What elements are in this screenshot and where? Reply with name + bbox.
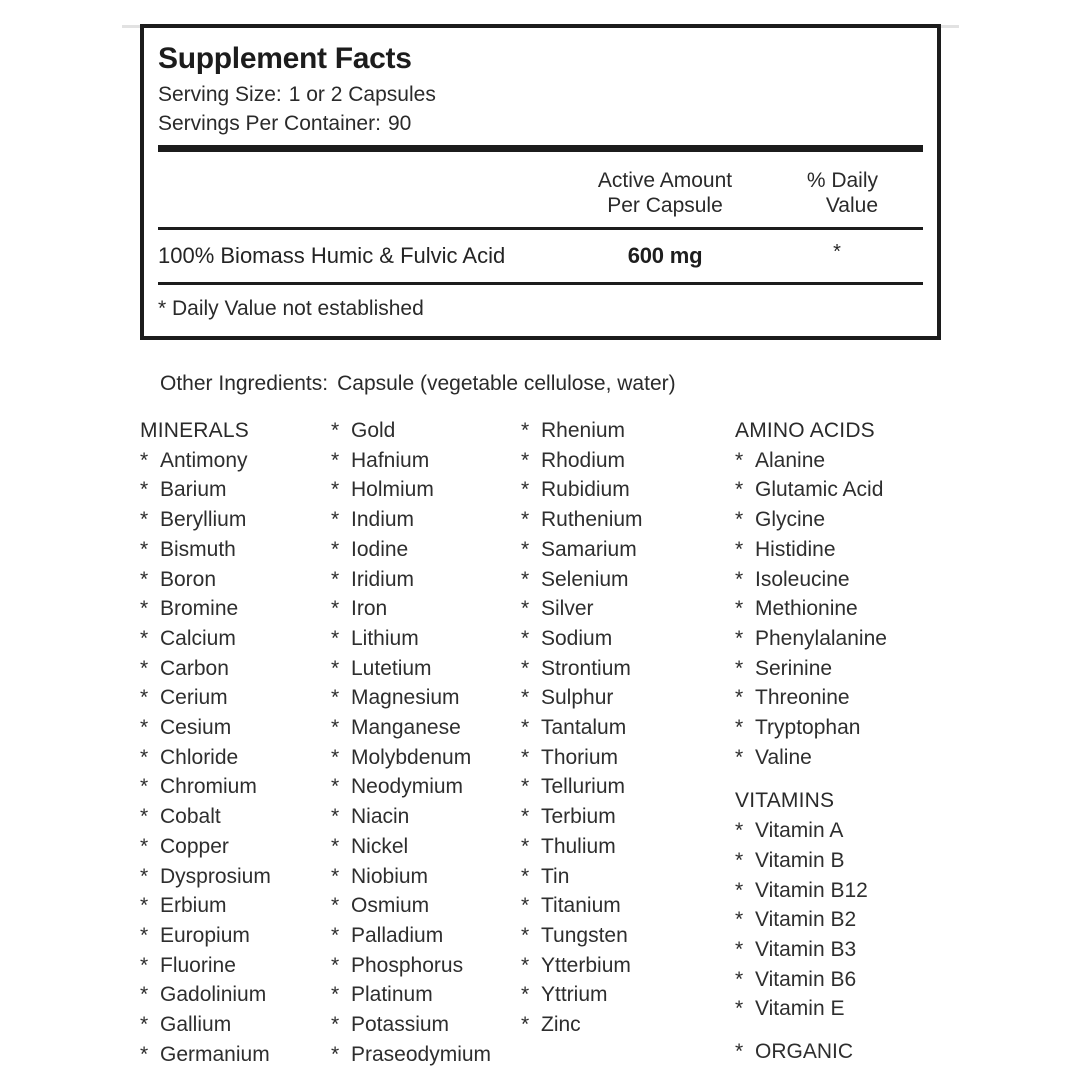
servings-per-container-line bbox=[158, 112, 411, 136]
asterisk-marker: * bbox=[521, 805, 530, 829]
ingredient-name: Barium bbox=[160, 478, 227, 502]
minerals-column bbox=[140, 416, 330, 1069]
ingredient-name: Sulphur bbox=[541, 686, 614, 710]
ingredient-name: Holmium bbox=[351, 478, 434, 502]
ingredient-name: Manganese bbox=[351, 716, 461, 740]
asterisk-marker: * bbox=[331, 953, 340, 977]
ingredient-name: Cobalt bbox=[160, 805, 221, 829]
ingredient-name: Ytterbium bbox=[541, 953, 631, 977]
list-item bbox=[331, 683, 521, 713]
list-item bbox=[140, 802, 330, 832]
ingredient-name: Niacin bbox=[351, 805, 410, 829]
list-item bbox=[331, 565, 521, 595]
asterisk-marker: * bbox=[735, 745, 744, 769]
header-divider bbox=[158, 227, 923, 230]
list-item bbox=[735, 876, 970, 906]
list-item bbox=[331, 921, 521, 951]
asterisk-marker: * bbox=[521, 775, 530, 799]
ingredient-name: Methionine bbox=[755, 597, 858, 621]
ingredient-name: Selenium bbox=[541, 567, 629, 591]
serving-size-value: 1 or 2 Capsules bbox=[288, 83, 436, 106]
list-item bbox=[521, 505, 733, 535]
serving-size-label: Serving Size: bbox=[158, 83, 282, 106]
asterisk-marker: * bbox=[735, 686, 744, 710]
ingredient-name: Lithium bbox=[351, 626, 419, 650]
asterisk-marker: * bbox=[521, 716, 530, 740]
asterisk-marker: * bbox=[140, 864, 149, 888]
ingredient-name: Neodymium bbox=[351, 775, 464, 799]
list-item bbox=[331, 743, 521, 773]
ingredient-name: Copper bbox=[160, 834, 229, 858]
asterisk-marker: * bbox=[735, 967, 744, 991]
asterisk-marker: * bbox=[140, 923, 149, 947]
list-item bbox=[331, 624, 521, 654]
ingredient-name: Valine bbox=[755, 745, 812, 769]
asterisk-marker: * bbox=[735, 1040, 744, 1064]
asterisk-marker: * bbox=[140, 894, 149, 918]
asterisk-marker: * bbox=[331, 448, 340, 472]
list-item bbox=[521, 980, 733, 1010]
list-item bbox=[521, 862, 733, 892]
asterisk-marker: * bbox=[521, 448, 530, 472]
ingredient-name: Histidine bbox=[755, 537, 836, 561]
organic-label: ORGANIC bbox=[755, 1040, 854, 1064]
list-item bbox=[331, 505, 521, 535]
ingredient-name: Iodine bbox=[351, 537, 409, 561]
list-item bbox=[521, 921, 733, 951]
asterisk-marker: * bbox=[735, 937, 744, 961]
asterisk-marker: * bbox=[521, 419, 530, 442]
asterisk-marker: * bbox=[140, 953, 149, 977]
asterisk-marker: * bbox=[140, 1042, 149, 1066]
asterisk-marker: * bbox=[140, 626, 149, 650]
asterisk-marker: * bbox=[521, 894, 530, 918]
list-item bbox=[331, 416, 521, 446]
asterisk-marker: * bbox=[735, 626, 744, 650]
list-item bbox=[140, 654, 330, 684]
list-item bbox=[140, 446, 330, 476]
list-item bbox=[140, 980, 330, 1010]
asterisk-marker: * bbox=[521, 864, 530, 888]
thick-divider bbox=[158, 145, 923, 152]
list-item bbox=[331, 862, 521, 892]
list-item bbox=[140, 535, 330, 565]
asterisk-marker: * bbox=[140, 448, 149, 472]
asterisk-marker: * bbox=[521, 508, 530, 532]
asterisk-marker: * bbox=[140, 567, 149, 591]
ingredient-name: Tryptophan bbox=[755, 716, 861, 740]
list-item bbox=[735, 743, 970, 773]
list-item bbox=[140, 713, 330, 743]
asterisk-marker: * bbox=[140, 834, 149, 858]
other-ingredients-label: Other Ingredients: bbox=[160, 372, 329, 395]
asterisk-marker: * bbox=[331, 983, 340, 1007]
minerals-list-3 bbox=[521, 416, 733, 1040]
dv-header-line2: Value bbox=[825, 194, 878, 217]
asterisk-marker: * bbox=[331, 775, 340, 799]
list-item bbox=[331, 951, 521, 981]
ingredient-name: Rhodium bbox=[541, 448, 626, 472]
ingredient-name: Bromine bbox=[160, 597, 239, 621]
list-item bbox=[331, 832, 521, 862]
ingredient-name: Phosphorus bbox=[351, 953, 464, 977]
asterisk-marker: * bbox=[331, 508, 340, 532]
ingredient-name: Chloride bbox=[160, 745, 239, 769]
ingredient-name: Vitamin B6 bbox=[755, 967, 857, 991]
row-divider bbox=[158, 282, 923, 285]
amino-acids-list bbox=[735, 446, 970, 773]
list-item bbox=[521, 475, 733, 505]
asterisk-marker: * bbox=[140, 508, 149, 532]
ingredient-name: Vitamin A bbox=[755, 819, 844, 843]
ingredient-name: Dysprosium bbox=[160, 864, 271, 888]
asterisk-marker: * bbox=[521, 983, 530, 1007]
label-edge-left bbox=[122, 25, 140, 28]
asterisk-marker: * bbox=[331, 1042, 340, 1066]
list-item bbox=[735, 475, 970, 505]
list-item bbox=[331, 1040, 521, 1070]
asterisk-marker: * bbox=[331, 894, 340, 918]
asterisk-marker: * bbox=[140, 478, 149, 502]
asterisk-marker: * bbox=[331, 626, 340, 650]
ingredient-name: Tellurium bbox=[541, 775, 626, 799]
list-item bbox=[140, 743, 330, 773]
asterisk-marker: * bbox=[331, 864, 340, 888]
ingredient-name: Molybdenum bbox=[351, 745, 472, 769]
ingredient-name: Serinine bbox=[755, 656, 833, 680]
ingredient-name: Titanium bbox=[541, 894, 621, 918]
ingredient-name: Cerium bbox=[160, 686, 228, 710]
list-item bbox=[521, 743, 733, 773]
list-item bbox=[140, 1010, 330, 1040]
asterisk-marker: * bbox=[331, 478, 340, 502]
ingredient-name: Vitamin B2 bbox=[755, 908, 857, 932]
asterisk-marker: * bbox=[140, 745, 149, 769]
ingredient-row-amount: 600 mg bbox=[627, 243, 703, 268]
list-item bbox=[140, 921, 330, 951]
asterisk-marker: * bbox=[521, 656, 530, 680]
ingredient-name: Hafnium bbox=[351, 448, 430, 472]
ingredient-name: Rubidium bbox=[541, 478, 630, 502]
list-item bbox=[331, 535, 521, 565]
ingredient-name: Praseodymium bbox=[351, 1042, 492, 1066]
ingredient-name: Vitamin B3 bbox=[755, 937, 857, 961]
ingredient-name: Gadolinium bbox=[160, 983, 267, 1007]
list-item bbox=[735, 505, 970, 535]
ingredient-name: Glycine bbox=[755, 508, 826, 532]
list-item bbox=[331, 1010, 521, 1040]
panel-title: Supplement Facts bbox=[158, 42, 412, 75]
list-item bbox=[735, 965, 970, 995]
asterisk-marker: * bbox=[521, 745, 530, 769]
asterisk-marker: * bbox=[521, 953, 530, 977]
asterisk-marker: * bbox=[331, 656, 340, 680]
servings-per-container-value: 90 bbox=[387, 112, 412, 135]
ingredient-name: Platinum bbox=[351, 983, 433, 1007]
list-item bbox=[140, 683, 330, 713]
asterisk-marker: * bbox=[521, 686, 530, 710]
asterisk-marker: * bbox=[735, 716, 744, 740]
asterisk-marker: * bbox=[140, 775, 149, 799]
list-item bbox=[735, 713, 970, 743]
asterisk-marker: * bbox=[140, 805, 149, 829]
minerals-list-1 bbox=[140, 446, 330, 1070]
ingredient-name: Fluorine bbox=[160, 953, 236, 977]
list-item bbox=[521, 1010, 733, 1040]
ingredient-name: Indium bbox=[351, 508, 415, 532]
list-item bbox=[735, 994, 970, 1024]
asterisk-marker: * bbox=[521, 567, 530, 591]
list-item bbox=[521, 772, 733, 802]
asterisk-marker: * bbox=[735, 597, 744, 621]
serving-size-line bbox=[158, 83, 436, 107]
asterisk-marker: * bbox=[331, 923, 340, 947]
asterisk-marker: * bbox=[735, 537, 744, 561]
asterisk-marker: * bbox=[735, 908, 744, 932]
list-item bbox=[331, 594, 521, 624]
ingredient-name: Tungsten bbox=[541, 923, 628, 947]
list-item bbox=[521, 713, 733, 743]
amino-vitamins-column bbox=[735, 416, 970, 1067]
ingredient-name: Alanine bbox=[755, 448, 826, 472]
amino-acids-header: AMINO ACIDS bbox=[735, 419, 875, 442]
ingredient-name: Rhenium bbox=[541, 419, 626, 442]
minerals-column-3 bbox=[521, 416, 733, 1040]
ingredient-name: Glutamic Acid bbox=[755, 478, 884, 502]
list-item bbox=[735, 594, 970, 624]
supplement-facts-panel bbox=[140, 24, 941, 340]
list-item bbox=[521, 832, 733, 862]
list-item bbox=[140, 862, 330, 892]
asterisk-marker: * bbox=[331, 686, 340, 710]
ingredient-name: Boron bbox=[160, 567, 217, 591]
ingredient-name: Lutetium bbox=[351, 656, 432, 680]
ingredient-name: Cesium bbox=[160, 716, 232, 740]
ingredient-name: Chromium bbox=[160, 775, 257, 799]
ingredient-name: Thulium bbox=[541, 834, 616, 858]
list-item bbox=[735, 565, 970, 595]
list-item bbox=[735, 905, 970, 935]
amount-header-line2: Per Capsule bbox=[607, 194, 723, 217]
list-item bbox=[140, 772, 330, 802]
ingredient-name: Gallium bbox=[160, 1013, 232, 1037]
vitamins-list bbox=[735, 816, 970, 1024]
ingredient-name: Potassium bbox=[351, 1013, 450, 1037]
ingredient-name: Beryllium bbox=[160, 508, 247, 532]
ingredient-row-name: 100% Biomass Humic & Fulvic Acid bbox=[158, 243, 506, 268]
ingredient-name: Antimony bbox=[160, 448, 248, 472]
list-item bbox=[521, 802, 733, 832]
list-item bbox=[521, 654, 733, 684]
asterisk-marker: * bbox=[521, 537, 530, 561]
asterisk-marker: * bbox=[140, 716, 149, 740]
ingredient-name: Threonine bbox=[755, 686, 850, 710]
asterisk-marker: * bbox=[140, 537, 149, 561]
list-item bbox=[521, 951, 733, 981]
ingredient-name: Osmium bbox=[351, 894, 430, 918]
ingredient-name: Samarium bbox=[541, 537, 637, 561]
ingredient-name: Phenylalanine bbox=[755, 626, 887, 650]
list-item bbox=[140, 624, 330, 654]
list-item bbox=[735, 935, 970, 965]
list-item bbox=[331, 654, 521, 684]
asterisk-marker: * bbox=[140, 1013, 149, 1037]
ingredient-name: Calcium bbox=[160, 626, 236, 650]
asterisk-marker: * bbox=[521, 478, 530, 502]
ingredient-name: Carbon bbox=[160, 656, 229, 680]
ingredient-name: Bismuth bbox=[160, 537, 236, 561]
asterisk-marker: * bbox=[331, 537, 340, 561]
servings-per-container-label: Servings Per Container: bbox=[158, 112, 381, 135]
asterisk-marker: * bbox=[735, 508, 744, 532]
list-item bbox=[140, 832, 330, 862]
asterisk-marker: * bbox=[735, 878, 744, 902]
list-item bbox=[521, 624, 733, 654]
label-edge-right bbox=[941, 25, 959, 28]
asterisk-marker: * bbox=[735, 656, 744, 680]
asterisk-marker: * bbox=[521, 923, 530, 947]
asterisk-marker: * bbox=[521, 834, 530, 858]
list-item bbox=[521, 683, 733, 713]
asterisk-marker: * bbox=[331, 419, 340, 442]
list-item bbox=[331, 475, 521, 505]
list-item bbox=[331, 713, 521, 743]
asterisk-marker: * bbox=[331, 567, 340, 591]
asterisk-marker: * bbox=[735, 567, 744, 591]
amount-header-line1: Active Amount bbox=[597, 169, 733, 192]
ingredient-name: Terbium bbox=[541, 805, 616, 829]
minerals-list-2 bbox=[331, 416, 521, 1069]
list-item bbox=[735, 846, 970, 876]
ingredient-name: Gold bbox=[351, 419, 396, 442]
ingredient-row-daily-value: * bbox=[833, 241, 841, 263]
list-item bbox=[521, 535, 733, 565]
asterisk-marker: * bbox=[331, 834, 340, 858]
list-item bbox=[140, 951, 330, 981]
list-item bbox=[140, 1040, 330, 1070]
list-item bbox=[140, 505, 330, 535]
ingredient-name: Sodium bbox=[541, 626, 613, 650]
asterisk-marker: * bbox=[140, 656, 149, 680]
ingredient-name: Erbium bbox=[160, 894, 227, 918]
list-item bbox=[140, 475, 330, 505]
asterisk-marker: * bbox=[331, 805, 340, 829]
other-ingredients-line bbox=[160, 372, 676, 396]
asterisk-marker: * bbox=[735, 848, 744, 872]
organic-item bbox=[735, 1037, 970, 1067]
dv-header-line1: % Daily bbox=[806, 169, 878, 192]
asterisk-marker: * bbox=[521, 626, 530, 650]
ingredient-name: Iron bbox=[351, 597, 388, 621]
ingredient-name: Iridium bbox=[351, 567, 415, 591]
other-ingredients-value: Capsule (vegetable cellulose, water) bbox=[337, 372, 676, 395]
ingredient-name: Vitamin E bbox=[755, 997, 845, 1021]
list-item bbox=[331, 980, 521, 1010]
list-item bbox=[735, 654, 970, 684]
minerals-header: MINERALS bbox=[140, 419, 249, 442]
list-item bbox=[521, 565, 733, 595]
asterisk-marker: * bbox=[735, 448, 744, 472]
ingredient-name: Magnesium bbox=[351, 686, 460, 710]
list-item bbox=[331, 891, 521, 921]
asterisk-marker: * bbox=[735, 819, 744, 843]
ingredient-name: Vitamin B bbox=[755, 848, 845, 872]
vitamins-header: VITAMINS bbox=[735, 789, 835, 813]
daily-value-footnote: * Daily Value not established bbox=[158, 297, 424, 320]
ingredient-name: Yttrium bbox=[541, 983, 608, 1007]
ingredient-name: Zinc bbox=[541, 1013, 581, 1037]
asterisk-marker: * bbox=[735, 997, 744, 1021]
list-item bbox=[331, 772, 521, 802]
ingredient-name: Thorium bbox=[541, 745, 619, 769]
list-item bbox=[521, 446, 733, 476]
asterisk-marker: * bbox=[735, 478, 744, 502]
list-item bbox=[331, 802, 521, 832]
ingredient-name: Nickel bbox=[351, 834, 409, 858]
list-item bbox=[735, 816, 970, 846]
ingredient-name: Silver bbox=[541, 597, 594, 621]
minerals-column-2 bbox=[331, 416, 521, 1069]
ingredient-name: Europium bbox=[160, 923, 250, 947]
asterisk-marker: * bbox=[331, 1013, 340, 1037]
list-item bbox=[735, 535, 970, 565]
asterisk-marker: * bbox=[331, 597, 340, 621]
list-item bbox=[140, 594, 330, 624]
list-item bbox=[521, 594, 733, 624]
asterisk-marker: * bbox=[331, 745, 340, 769]
list-item bbox=[735, 683, 970, 713]
ingredient-name: Vitamin B12 bbox=[755, 878, 868, 902]
ingredient-name: Ruthenium bbox=[541, 508, 643, 532]
ingredient-name: Tantalum bbox=[541, 716, 627, 740]
asterisk-marker: * bbox=[140, 597, 149, 621]
asterisk-marker: * bbox=[521, 597, 530, 621]
ingredient-name: Niobium bbox=[351, 864, 429, 888]
asterisk-marker: * bbox=[521, 1013, 530, 1037]
daily-value-column-header bbox=[678, 168, 878, 218]
list-item bbox=[140, 565, 330, 595]
list-item bbox=[521, 416, 733, 446]
asterisk-marker: * bbox=[331, 716, 340, 740]
list-item bbox=[140, 891, 330, 921]
asterisk-marker: * bbox=[140, 983, 149, 1007]
ingredient-name: Isoleucine bbox=[755, 567, 850, 591]
ingredient-name: Tin bbox=[541, 864, 570, 888]
asterisk-marker: * bbox=[140, 686, 149, 710]
list-item bbox=[735, 624, 970, 654]
ingredient-name: Strontium bbox=[541, 656, 631, 680]
ingredient-name: Palladium bbox=[351, 923, 444, 947]
ingredient-name: Germanium bbox=[160, 1042, 270, 1066]
list-item bbox=[735, 446, 970, 476]
list-item bbox=[331, 446, 521, 476]
list-item bbox=[521, 891, 733, 921]
